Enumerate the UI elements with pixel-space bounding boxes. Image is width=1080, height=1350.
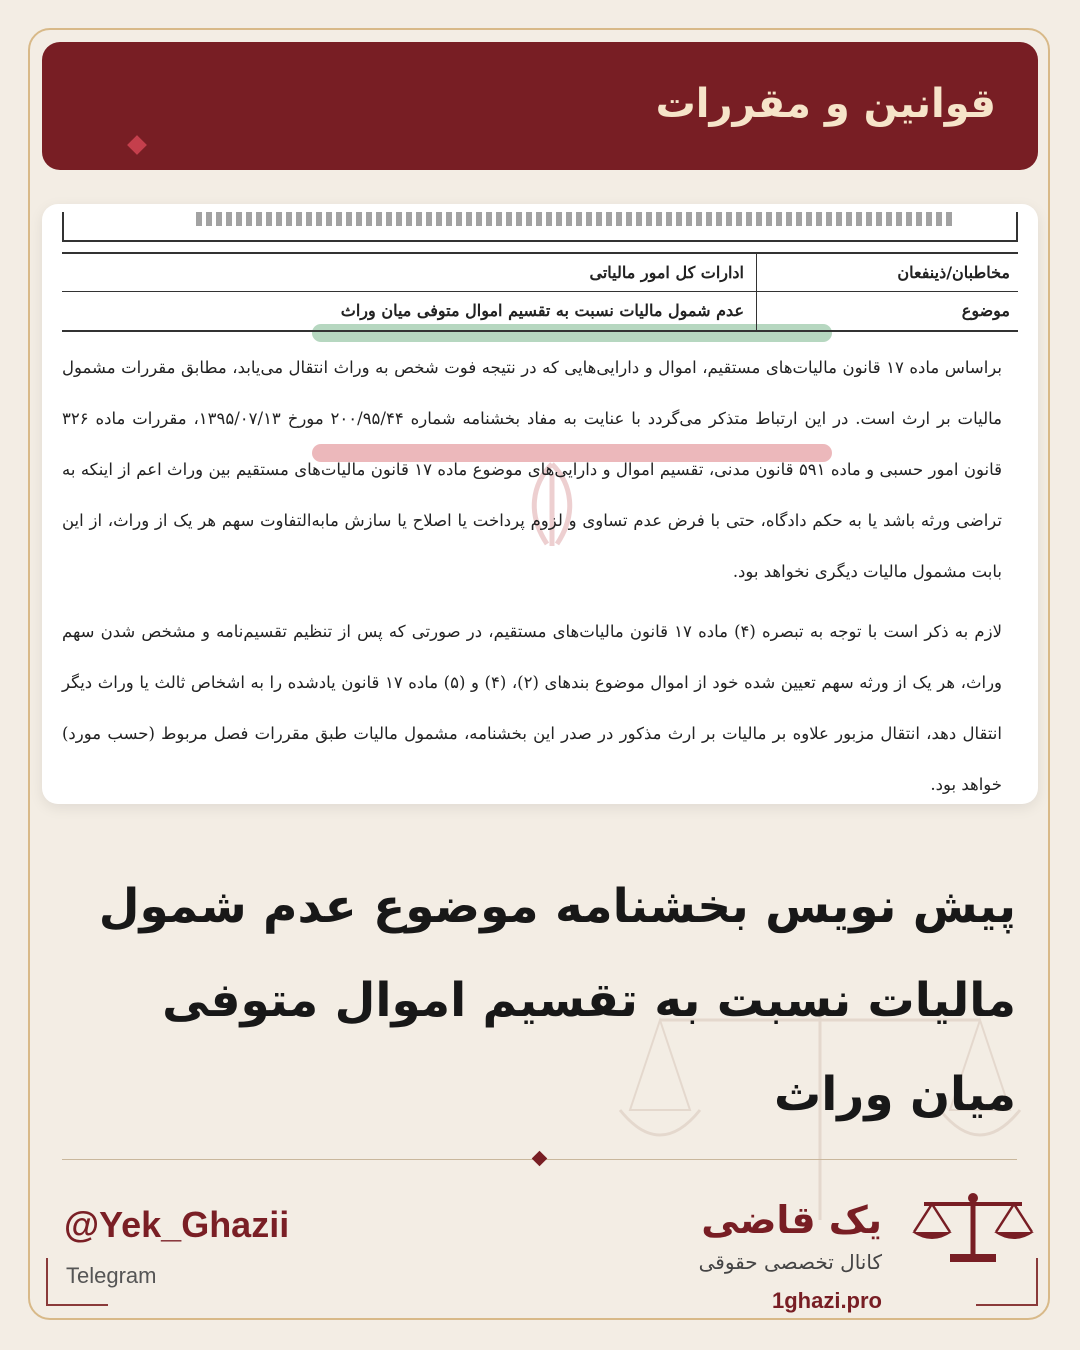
headline: پیش نویس بخشنامه موضوع عدم شمول مالیات نسبت به تقسیم اموال متوفی میان وراث: [98, 879, 1016, 1122]
scales-of-justice-icon: [910, 1190, 1036, 1270]
document-paragraph-1: براساس ماده ۱۷ قانون مالیات‌های مستقیم، اموال و دارایی‌هایی که در نتیجه فوت شخص به وراث انتقال می‌یابد، مطابق مقررات مشمول مالیات بر ارث است. در این ارتباط متذکر می‌گردد با عنایت به مفاد بخشنامه شماره ۲۰۰/۹۵/۴۴ مورخ ۱۳۹۵/۰۷/۱۳، مقررات ماده ۳۲۶ قانون امور حسبی و ماده ۵۹۱ قانون مدنی، تقسیم اموال و دارایی‌های موضوع ماده ۱۷ قانون مالیات‌های مستقیم بین وراث اعم از اینکه به تراضی ورثه باشد یا به حکم دادگاه، حتی با فرض عدم تساوی و لزوم پرداخت یا اصلاح یا سازش مابه‌التفاوت سهم هر یک از وراث، از این بابت مشمول مالیات دیگری نخواهد بود.: [62, 358, 1002, 581]
document-page: [62, 204, 1018, 804]
header-banner: [42, 42, 1038, 170]
document-header-strip: [62, 212, 1018, 242]
recipients-label: مخاطبان/ذینفعان: [897, 263, 1010, 282]
document-image: [42, 204, 1038, 804]
diamond-icon: [127, 135, 147, 155]
brand-subtitle: کانال تخصصی حقوقی: [698, 1250, 882, 1274]
cropped-header-text: [196, 212, 956, 226]
header-title: قوانین و مقررات: [655, 81, 996, 127]
subject-value: عدم شمول مالیات نسبت به تقسیم اموال متوفی میان وراث: [340, 301, 744, 320]
table-row-recipients: [62, 254, 1018, 292]
recipients-value: ادارات کل امور مالیاتی: [589, 263, 744, 282]
brand-name: یک قاضی: [701, 1198, 882, 1242]
table-row-subject: [62, 292, 1018, 329]
document-paragraph-2: لازم به ذکر است با توجه به تبصره (۴) ماده ۱۷ قانون مالیات‌های مستقیم، در صورتی که پس از تنظیم تقسیم‌نامه و مشخص شدن سهم وراث، هر یک از ورثه سهم تعیین شده خود از اموال موضوع بندهای (۲)، (۴) و (۵) ماده ۱۷ قانون یادشده را به اشخاص ثالث یا وراث دیگر انتقال دهد، انتقال مزبور علاوه بر مالیات بر ارث مذکور در صدر این بخشنامه، مشمول مالیات طبق مقررات فصل مربوط (حسب مورد) خواهد بود.: [62, 622, 1003, 794]
website-link[interactable]: 1ghazi.pro: [771, 1288, 882, 1313]
document-info-table: [62, 252, 1018, 332]
telegram-handle[interactable]: @Yek_Ghazii: [64, 1204, 290, 1245]
platform-label: Telegram: [66, 1263, 157, 1288]
subject-label: موضوع: [961, 301, 1010, 320]
